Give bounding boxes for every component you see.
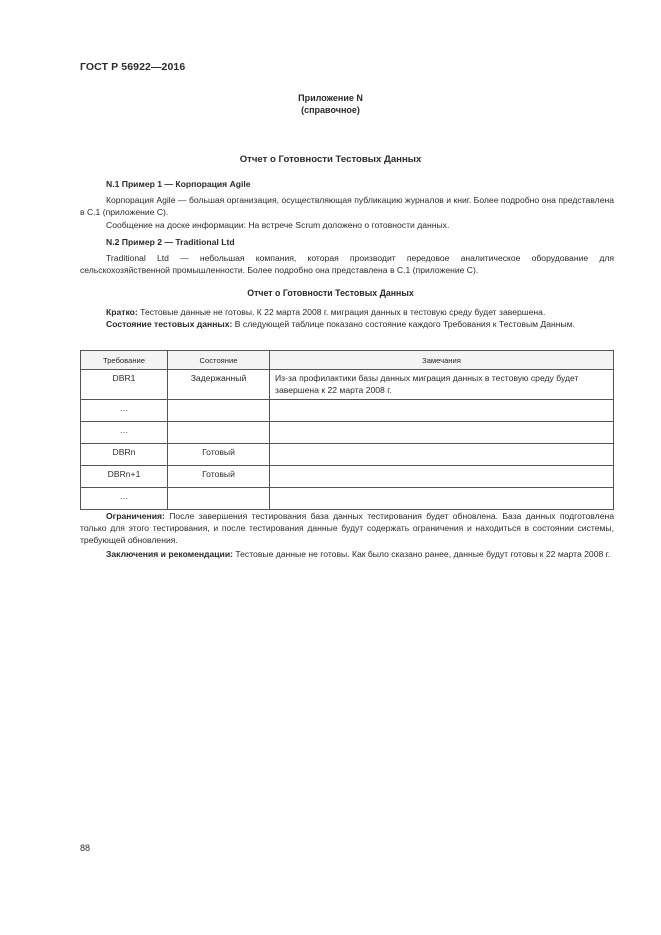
limits-paragraph [80,510,614,547]
table-row [81,444,614,466]
limits-text: После завершения тестирования база данных тестирования будет обновлена. База данных подготовлена только для этого тестирования, и после тестирования данные будут содержать ограничения и находиться в состоянии системы, требующей обновления. [80,511,614,546]
table-row [81,370,614,400]
status-paragraph [80,318,614,330]
cell-requirement: … [81,422,168,444]
status-label: Состояние тестовых данных: [106,319,233,330]
cell-status [168,488,270,510]
report-summary [80,306,614,330]
appendix-heading [0,92,661,116]
table-row [81,422,614,444]
document-header: ГОСТ Р 56922—2016 [80,61,186,73]
appendix-title: Приложение N [298,93,363,103]
appendix-subtitle: (справочное) [301,105,360,115]
summary-text: Тестовые данные не готовы. Как было сказано ранее, данные будут готовы к 22 марта 2008 г. [232,548,611,559]
brief-paragraph [80,306,614,318]
paragraph: Traditional Ltd — небольшая компания, которая производит передовое аналитическое оборудование для сельскохозяйственной промышленности. Более подробно она представлена в С.1 (приложение С). [80,253,614,276]
paragraph: Корпорация Agile — большая организация, осуществляющая публикацию журналов и книг. Более подробно она представлена в С.1 (приложение С). [80,195,614,218]
cell-requirement: DBRn [81,444,168,466]
cell-requirement: DBRn+1 [81,466,168,488]
header-status: Состояние [168,351,270,370]
section-example-2 [80,236,614,277]
header-requirement: Требование [81,351,168,370]
report-title: Отчет о Готовности Тестовых Данных [247,288,414,298]
cell-requirement: DBR1 [81,370,168,400]
conclusions-block [80,510,614,560]
main-title: Отчет о Готовности Тестовых Данных [239,154,422,165]
table-row [81,466,614,488]
cell-status: Готовый [168,444,270,466]
section-example-1 [80,178,614,231]
cell-requirement: … [81,400,168,422]
cell-remarks [270,400,614,422]
cell-requirement: … [81,488,168,510]
cell-status [168,422,270,444]
status-text: В следующей таблице показано состояние каждого Требования к Тестовым Данным. [232,319,575,330]
cell-status: Готовый [168,466,270,488]
cell-remarks [270,422,614,444]
summary-label: Заключения и рекомендации: [106,548,233,559]
cell-status: Задержанный [168,370,270,400]
page-number: 88 [80,843,91,853]
section-heading: N.2 Пример 2 — Traditional Ltd [106,237,235,247]
limits-label: Ограничения: [106,511,165,521]
table-header-row [81,351,614,370]
section-heading: N.1 Пример 1 — Корпорация Agile [106,179,251,189]
summary-paragraph [80,548,614,560]
test-data-status-table [80,350,614,510]
cell-remarks [270,444,614,466]
cell-remarks [270,488,614,510]
table-row [81,488,614,510]
paragraph: Сообщение на доске информации: На встрече Scrum доложено о готовности данных. [106,219,450,230]
cell-remarks: Из-за профилактики базы данных миграция данных в тестовую среду будет завершена к 22 марта 2008 г. [270,370,614,400]
brief-text: Тестовые данные не готовы. К 22 марта 2008 г. миграция данных в тестовую среду будет завершена. [137,307,546,317]
brief-label: Кратко: [106,307,138,317]
cell-status [168,400,270,422]
cell-remarks [270,466,614,488]
table-row [81,400,614,422]
header-remarks: Замечания [270,351,614,370]
